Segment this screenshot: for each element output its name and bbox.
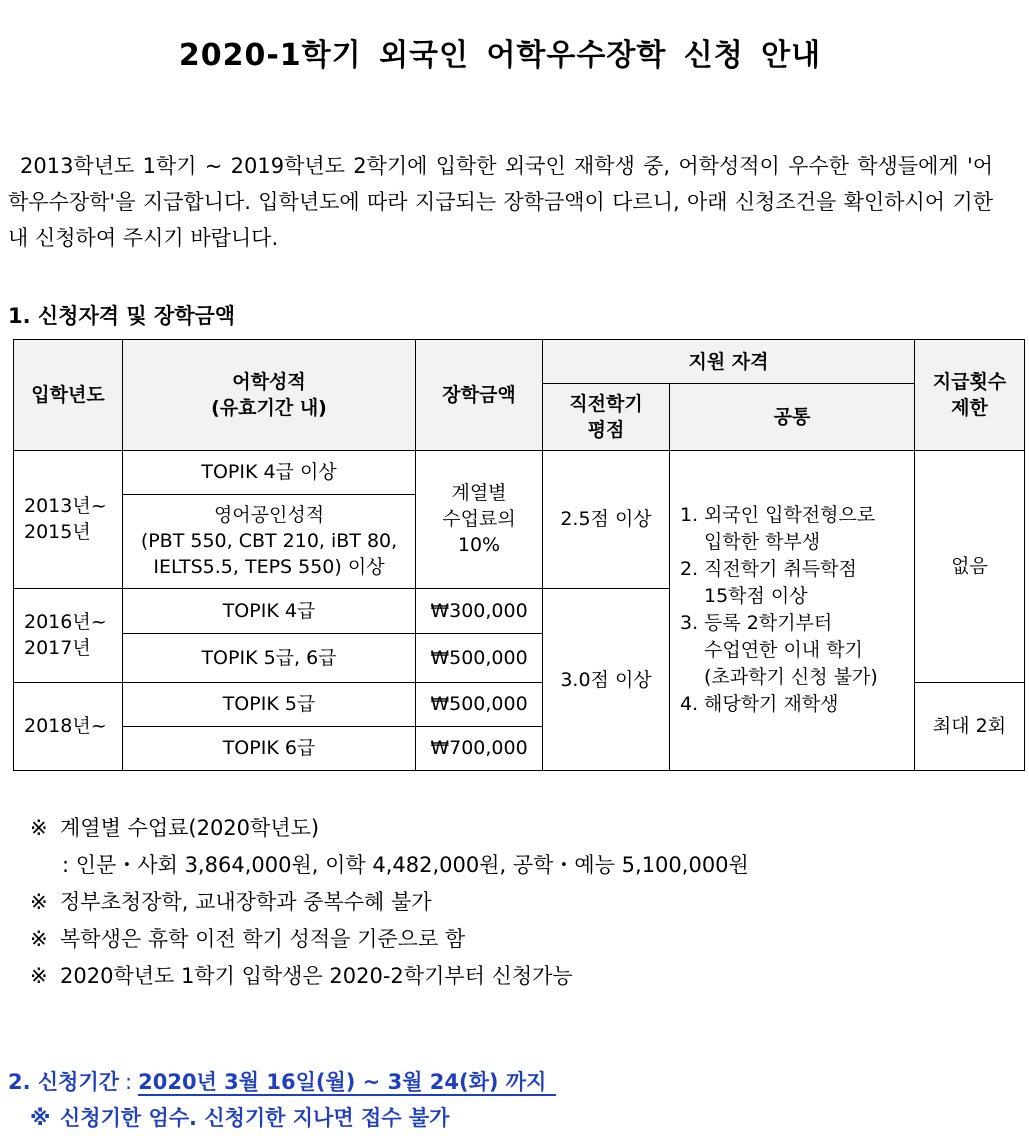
note-returning bbox=[30, 921, 749, 958]
score-english bbox=[123, 494, 416, 588]
header-gpa-line1: 직전학기 bbox=[569, 392, 643, 415]
amount-line3: 10% bbox=[457, 534, 501, 557]
page-title: 2020-1학기 외국인 어학우수장학 신청 안내 bbox=[178, 38, 822, 73]
note-new-students bbox=[30, 958, 749, 995]
note-returning-text: 복학생은 휴학 이전 학기 성적을 기준으로 함 bbox=[60, 927, 466, 951]
amount-700000: ₩700,000 bbox=[416, 726, 543, 770]
section2-colon: : bbox=[125, 1070, 133, 1094]
section1-heading: 1. 신청자격 및 장학금액 bbox=[8, 304, 236, 328]
year-2016-2017 bbox=[14, 589, 123, 682]
score-topik5: TOPIK 5급 bbox=[123, 682, 416, 726]
requirement-item bbox=[676, 502, 908, 556]
requirement-item bbox=[676, 691, 908, 718]
requirement-number: 2. bbox=[680, 558, 699, 581]
gpa-3-0: 3.0점 이상 bbox=[543, 589, 670, 771]
requirement-text: 입학한 학부생 bbox=[704, 531, 821, 554]
limit-none: 없음 bbox=[915, 450, 1025, 682]
year-2013-2015 bbox=[14, 450, 123, 589]
requirement-text: 수업연한 이내 학기 bbox=[704, 639, 863, 662]
note-tuition-title: 계열별 수업료(2020학년도) bbox=[60, 816, 320, 840]
header-amount: 장학금액 bbox=[416, 340, 543, 451]
common-requirements bbox=[670, 450, 915, 771]
gpa-2-5: 2.5점 이상 bbox=[543, 450, 670, 589]
intro-text: 2013학년도 1학기 ~ 2019학년도 2학기에 입학한 외국인 재학생 중, 어학성적이 우수한 학생들에게 '어학우수장학'을 지급합니다. 입학년도에 따라 지급되는 장학금액이 다르니, 아래 신청조건을 확인하시어 기한내 신청하여 주시기 바랍니다. bbox=[8, 154, 993, 250]
requirement-text: 외국인 입학전형으로 bbox=[704, 504, 876, 527]
score-topik5-6: TOPIK 5급, 6급 bbox=[123, 634, 416, 682]
notes-list bbox=[30, 810, 749, 995]
intro-paragraph bbox=[8, 148, 993, 256]
deadline-warning-text: 신청기한 엄수. 신청기한 지나면 접수 불가 bbox=[60, 1106, 450, 1130]
requirement-text: (초과학기 신청 불가) bbox=[704, 666, 878, 689]
amount-tuition-percent bbox=[416, 450, 543, 589]
score-topik4: TOPIK 4급 bbox=[123, 589, 416, 634]
year-2018: 2018년~ bbox=[14, 682, 123, 770]
application-dates: 2020년 3월 16일(월) ~ 3월 24(화) 까지 bbox=[138, 1070, 556, 1096]
note-duplicate bbox=[30, 884, 749, 921]
header-language-score bbox=[123, 340, 416, 451]
header-limit-line2: 제한 bbox=[951, 396, 988, 419]
reference-mark: ※ bbox=[30, 927, 48, 951]
header-language-line2: (유효기간 내) bbox=[211, 396, 327, 419]
header-common: 공통 bbox=[670, 384, 915, 450]
header-qualification: 지원 자격 bbox=[543, 340, 915, 384]
reference-mark: ※ bbox=[30, 1106, 51, 1130]
requirement-text: 등록 2학기부터 bbox=[704, 612, 833, 635]
requirement-text: 직전학기 취득학점 bbox=[704, 558, 857, 581]
score-english-line1: 영어공인성적 bbox=[213, 504, 325, 527]
note-duplicate-text: 정부초청장학, 교내장학과 중복수혜 불가 bbox=[60, 890, 432, 914]
amount-300000: ₩300,000 bbox=[416, 589, 543, 634]
year-2016-line2: 2017년 bbox=[24, 637, 91, 660]
requirements-list bbox=[676, 502, 908, 718]
requirement-text: 해당학기 재학생 bbox=[704, 693, 839, 716]
section2-label: 2. 신청기간 bbox=[8, 1070, 120, 1094]
note-new-students-text: 2020학년도 1학기 입학생은 2020-2학기부터 신청가능 bbox=[60, 964, 573, 988]
header-limit-line1: 지급횟수 bbox=[932, 370, 1007, 393]
requirement-number: 1. bbox=[680, 504, 699, 527]
requirement-item bbox=[676, 610, 908, 691]
application-period bbox=[8, 1066, 556, 1096]
requirement-number: 3. bbox=[680, 612, 699, 635]
score-english-line3: IELTS5.5, TEPS 550) 이상 bbox=[153, 556, 385, 579]
amount-line1: 계열별 bbox=[451, 482, 507, 505]
amount-line2: 수업료의 bbox=[442, 508, 516, 531]
requirement-text: 15학점 이상 bbox=[704, 585, 808, 608]
score-english-line2: (PBT 550, CBT 210, iBT 80, bbox=[140, 530, 398, 553]
reference-mark: ※ bbox=[30, 816, 48, 840]
scholarship-table bbox=[13, 339, 1025, 771]
note-tuition-detail: : 인문・사회 3,864,000원, 이학 4,482,000원, 공학・예능 5,100,000원 bbox=[62, 853, 749, 877]
year-2013-line1: 2013년~ bbox=[24, 495, 107, 518]
amount-500000-2018: ₩500,000 bbox=[416, 682, 543, 726]
requirement-item bbox=[676, 556, 908, 610]
header-year: 입학년도 bbox=[14, 340, 123, 451]
reference-mark: ※ bbox=[30, 890, 48, 914]
header-payment-limit bbox=[915, 340, 1025, 451]
year-2013-line2: 2015년 bbox=[24, 521, 91, 544]
year-2016-line1: 2016년~ bbox=[24, 611, 107, 634]
requirement-number: 4. bbox=[680, 693, 699, 716]
score-topik4-plus: TOPIK 4급 이상 bbox=[123, 450, 416, 494]
note-tuition bbox=[30, 810, 749, 847]
header-language-line1: 어학성적 bbox=[232, 370, 306, 393]
score-topik6: TOPIK 6급 bbox=[123, 726, 416, 770]
deadline-warning bbox=[30, 1102, 449, 1132]
reference-mark: ※ bbox=[30, 964, 48, 988]
header-gpa bbox=[543, 384, 670, 450]
header-gpa-line2: 평점 bbox=[587, 418, 625, 441]
amount-500000: ₩500,000 bbox=[416, 634, 543, 682]
table-row bbox=[14, 450, 1025, 494]
limit-max-2: 최대 2회 bbox=[915, 682, 1025, 770]
